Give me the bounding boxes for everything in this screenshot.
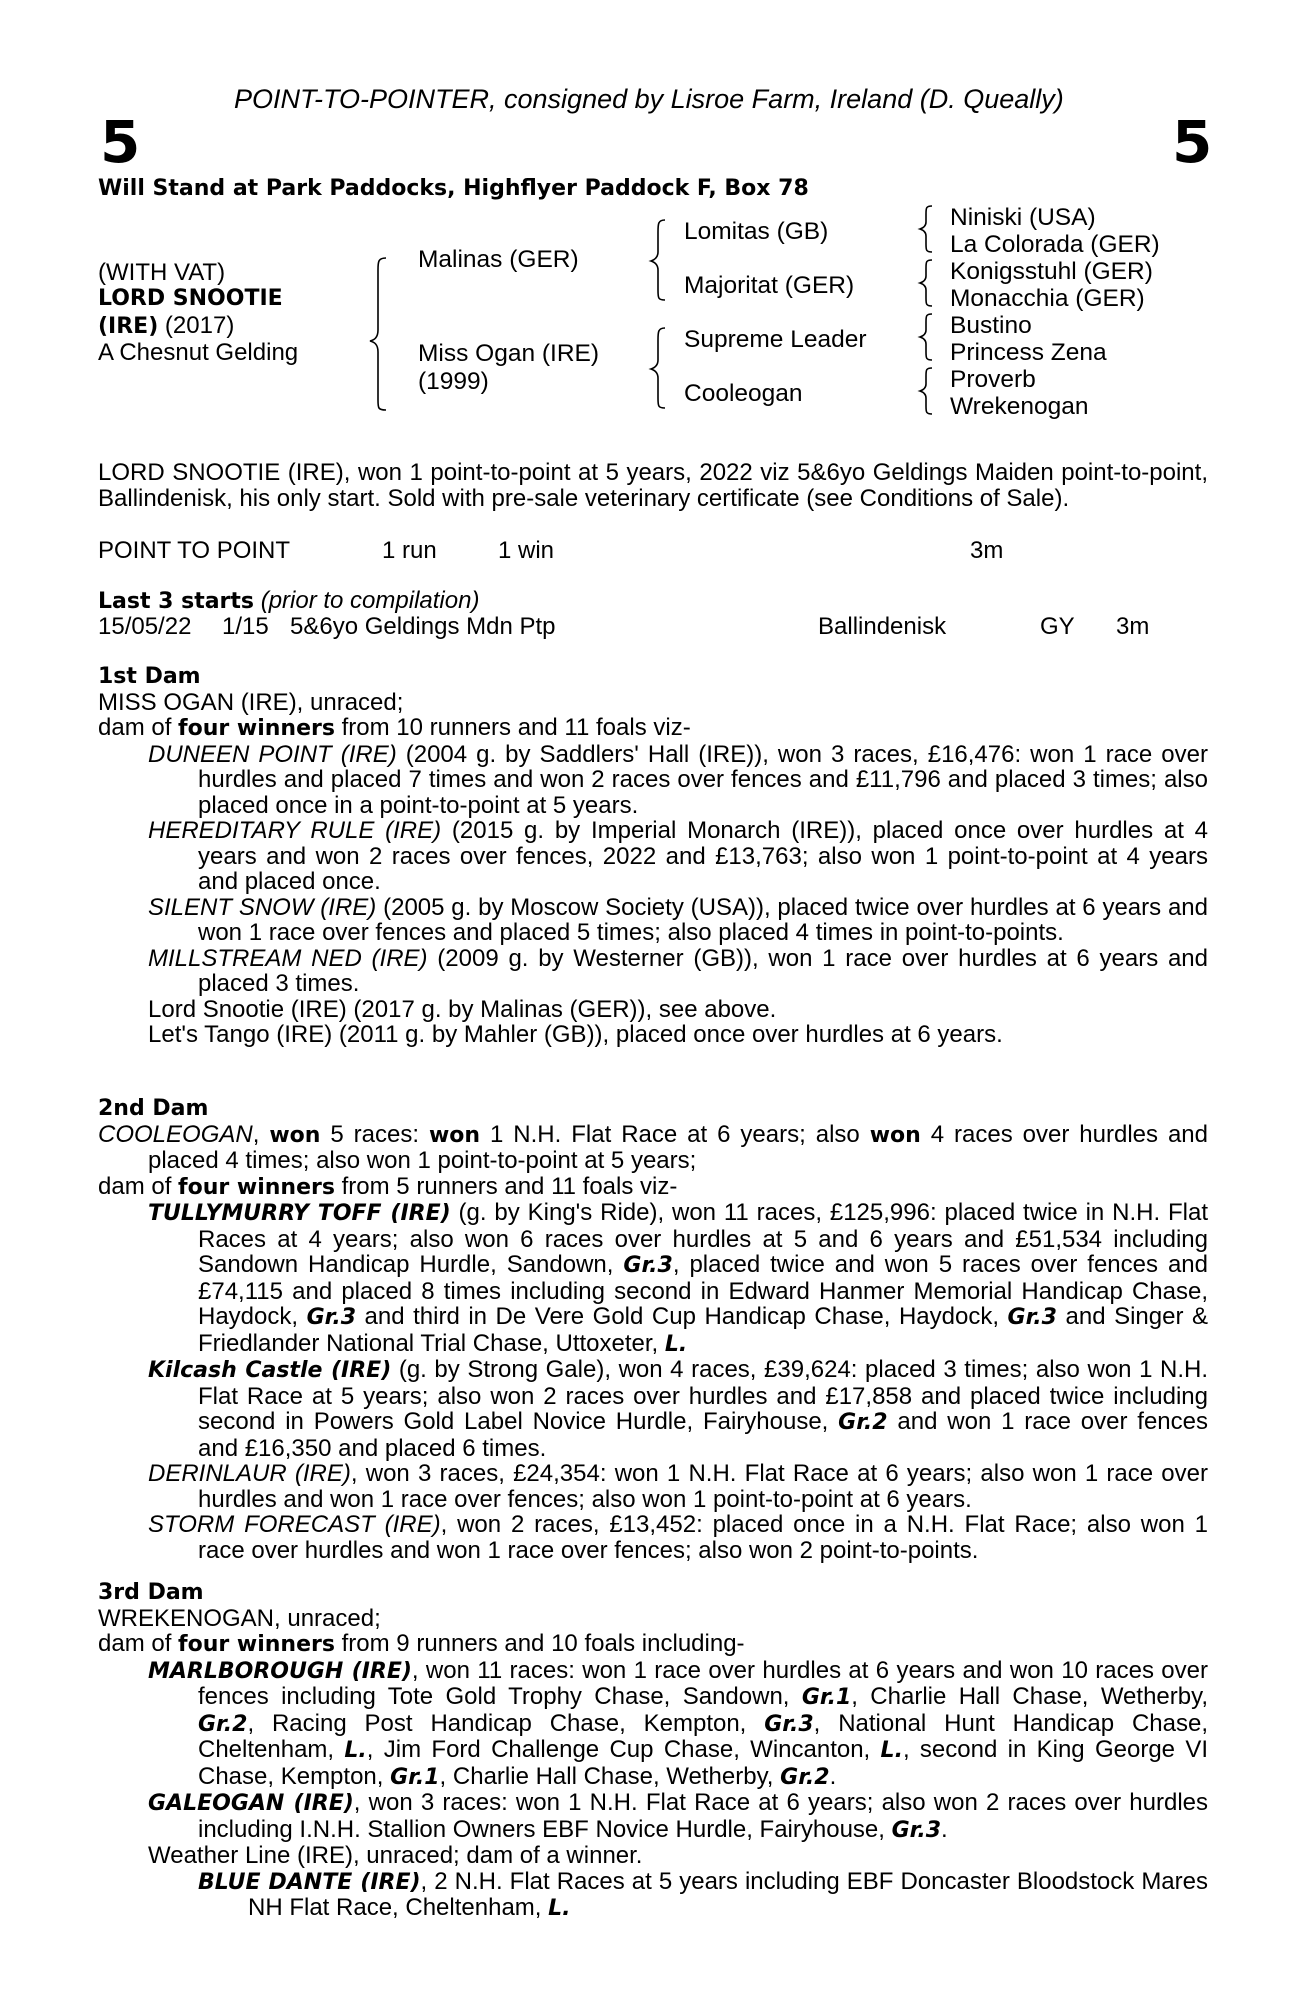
pedigree-braces [0,0,1314,430]
first-dam-produce: dam of four winners from 10 runners and 11 foals viz- [98,714,691,741]
first-dam-section [98,664,1208,1048]
ptp-wins: 1 win [498,537,555,564]
lot-number-right: 5 [1172,108,1213,176]
last3-course: Ballindenisk [818,613,947,640]
third-dam-produce: dam of four winners from 9 runners and 10 foals including- [98,1630,745,1657]
produce-entry: DERINLAUR (IRE), won 3 races, £24,354: won 1 N.H. Flat Race at 6 years; also won 1 race over hurdles and won 1 race over fences; also won 1 point-to-point at 6 years. [148,1460,1208,1513]
last3-distance: 3m [1116,613,1150,640]
last3-note: (prior to compilation) [254,587,480,614]
last3-going: GY [1040,613,1075,640]
produce-entry: Weather Line (IRE), unraced; dam of a winner. [148,1842,643,1869]
produce-entry: GALEOGAN (IRE), won 3 races: won 1 N.H. Flat Race at 6 years; also won 2 races over hurdles including I.N.H. Stallion Owners EBF Novice Hurdle, Fairyhouse, Gr.3. [148,1789,1208,1843]
pedigree-gen3-3: Konigsstuhl (GER) [950,258,1153,285]
horse-description: A Chesnut Gelding [98,339,299,366]
pedigree-gen3-6: Princess Zena [950,339,1107,366]
produce-entry: SILENT SNOW (IRE) (2005 g. by Moscow Society (USA)), placed twice over hurdles at 6 years and won 1 race over fences and placed 5 times; also placed 4 times in point-to-points. [148,893,1208,946]
pedigree-gen3-1: Niniski (USA) [950,204,1096,231]
first-dam-title: 1st Dam [98,664,201,689]
second-dam-section [98,1096,1208,1563]
produce-entry: DUNEEN POINT (IRE) (2004 g. by Saddlers' Hall (IRE)), won 3 races, £16,476: won 1 race over hurdles and placed 7 times and won 2 races over fences and £11,796 and placed 3 times; also placed once in a point-to-point at 5 years. [148,740,1208,819]
first-dam-line: MISS OGAN (IRE), unraced; [98,688,404,716]
stand-location: Will Stand at Park Paddocks, Highflyer Paddock F, Box 78 [98,176,809,201]
vat-note: (WITH VAT) [98,259,226,286]
third-dam-section [98,1580,1208,1922]
pedigree-gen3-7: Proverb [950,366,1036,393]
produce-entry: MILLSTREAM NED (IRE) (2009 g. by Westerner (GB)), won 1 race over hurdles at 6 years and placed 3 times. [148,944,1208,997]
pedigree-dam-year: (1999) [418,368,489,395]
horse-year: (2017) [158,312,235,339]
pedigree-sire-dam: Majoritat (GER) [684,272,855,299]
ptp-runs: 1 run [382,537,437,564]
horse-country: (IRE) [98,314,159,339]
produce-entry: Kilcash Castle (IRE) (g. by Strong Gale), won 4 races, £39,624: placed 3 times; also won 1 N.H. Flat Race at 5 years; also won 2 races over hurdles and £17,858 and placed twice including second in Powers Gold Label Novice Hurdle, Fairyhouse, Gr.2 and won 1 race over fences and £16,350 and placed 6 times. [148,1356,1209,1462]
last3-race: 5&6yo Geldings Mdn Ptp [290,613,556,640]
lot-number-left: 5 [100,108,141,176]
pedigree-dam-dam: Cooleogan [684,380,803,407]
ptp-distance: 3m [970,537,1004,564]
ptp-label: POINT TO POINT [98,537,291,564]
pedigree-sire-sire: Lomitas (GB) [684,218,829,245]
consignment-header: POINT-TO-POINTER, consigned by Lisroe Farm, Ireland (D. Queally) [234,84,1064,114]
pedigree-dam-sire: Supreme Leader [684,326,867,353]
last3-position: 1/15 [222,613,269,640]
produce-entry: HEREDITARY RULE (IRE) (2015 g. by Imperial Monarch (IRE)), placed once over hurdles at 4 years and won 2 races over fences, 2022 and £13,763; also won 1 point-to-point at 4 years and placed once. [148,817,1208,895]
second-dam-title: 2nd Dam [98,1096,209,1121]
produce-entry: BLUE DANTE (IRE), 2 N.H. Flat Races at 5 years including EBF Doncaster Bloodstock Mares NH Flat Race, Cheltenham, L. [198,1867,1208,1921]
last3-title: Last 3 starts [98,589,255,614]
pedigree-gen3-8: Wrekenogan [950,393,1089,420]
last3-heading [98,588,479,615]
second-dam-line: COOLEOGAN, won 5 races: won 1 N.H. Flat Race at 6 years; also won 4 races over hurdles and placed 4 times; also won 1 point-to-point at 5 years; [98,1120,1208,1174]
race-summary: LORD SNOOTIE (IRE), won 1 point-to-point at 5 years, 2022 viz 5&6yo Geldings Maiden point-to-point, Ballindenisk, his only start. Sold with pre-sale veterinary certificate (see Conditions of Sale). [98,459,1208,512]
last3-date: 15/05/22 [98,613,192,640]
produce-entry: STORM FORECAST (IRE), won 2 races, £13,452: placed once in a N.H. Flat Race; also won 1 race over hurdles and won 1 race over fences; also won 2 point-to-points. [148,1511,1208,1564]
produce-entry: MARLBOROUGH (IRE), won 11 races: won 1 race over hurdles at 6 years and won 10 races over fences including Tote Gold Trophy Chase, Sandown, Gr.1, Charlie Hall Chase, Wetherby, Gr.2, Racing Post Handicap Chase, Kempton, Gr.3, National Hunt Handicap Chase, Cheltenham, L., Jim Ford Challenge Cup Chase, Wincanton, L., second in King George VI Chase, Kempton, Gr.1, Charlie Hall Chase, Wetherby, Gr.2. [148,1656,1209,1790]
third-dam-line: WREKENOGAN, unraced; [98,1604,381,1632]
horse-name: LORD SNOOTIE [98,286,283,311]
produce-entry: Lord Snootie (IRE) (2017 g. by Malinas (GER)), see above. [148,995,777,1023]
pedigree-gen3-2: La Colorada (GER) [950,231,1160,258]
pedigree-gen3-5: Bustino [950,312,1032,339]
third-dam-title: 3rd Dam [98,1580,204,1605]
pedigree-gen3-4: Monacchia (GER) [950,285,1145,312]
pedigree-sire: Malinas (GER) [418,246,579,273]
pedigree-dam: Miss Ogan (IRE) [418,340,600,367]
second-dam-produce: dam of four winners from 5 runners and 11 foals viz- [98,1172,678,1200]
produce-entry: TULLYMURRY TOFF (IRE) (g. by King's Ride), won 11 races, £125,996: placed twice in N.H. Flat Races at 4 years; also won 6 races over hurdles at 5 and 6 years and £51,534 including Sandown Handicap Hurdle, Sandown, Gr.3, placed twice and won 5 races over fences and £74,115 and placed 8 times including second in Edward Hanmer Memorial Handicap Chase, Haydock, Gr.3 and third in De Vere Gold Cup Handicap Chase, Haydock, Gr.3 and Singer & Friedlander National Trial Chase, Uttoxeter, L. [148,1199,1208,1357]
produce-entry: Let's Tango (IRE) (2011 g. by Mahler (GB)), placed once over hurdles at 6 years. [148,1021,1003,1048]
